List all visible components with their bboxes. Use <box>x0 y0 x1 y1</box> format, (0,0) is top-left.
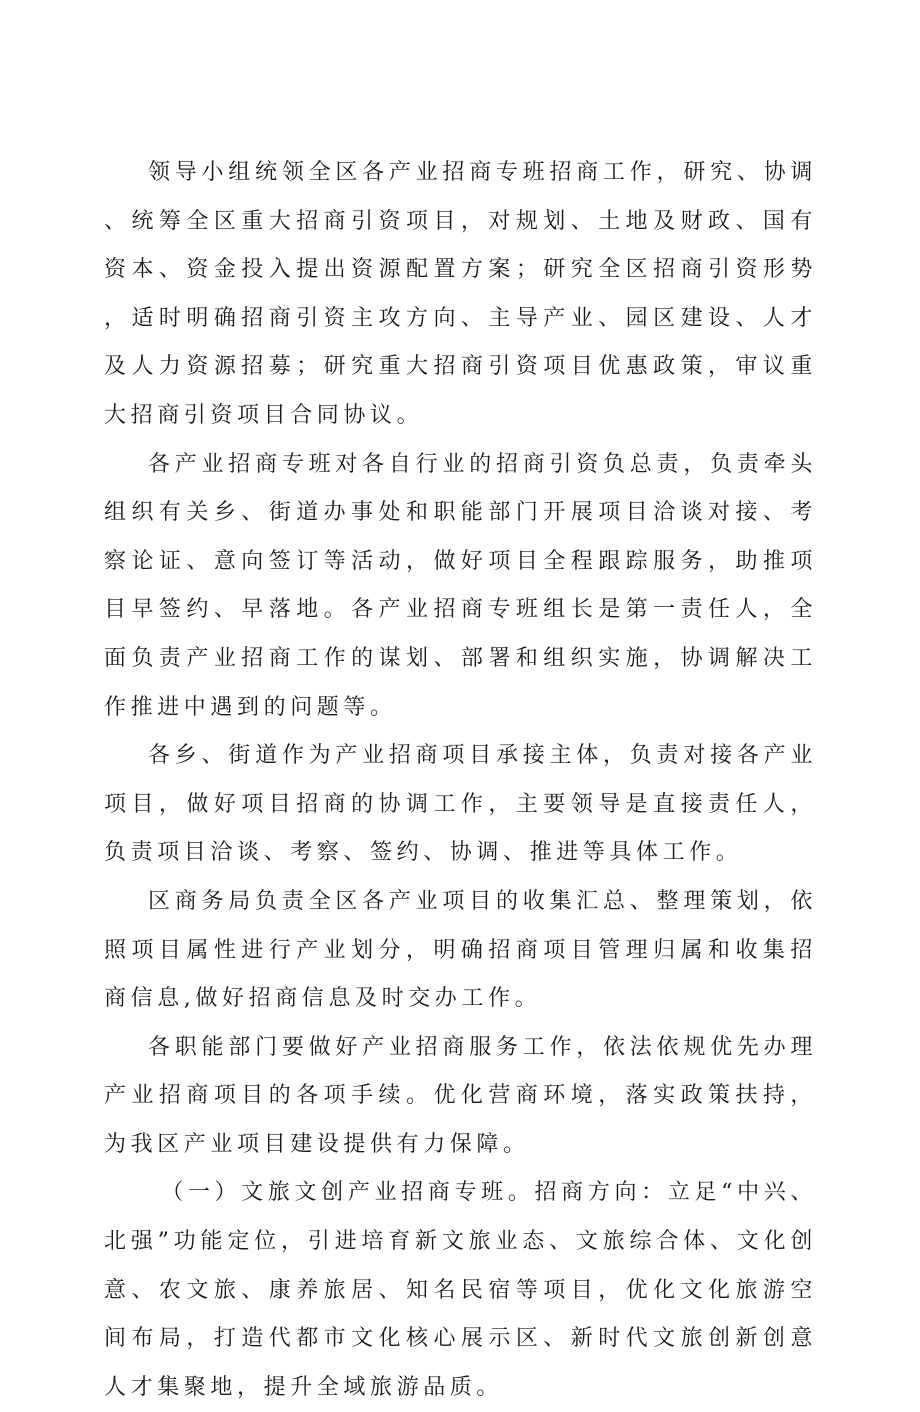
paragraph-culture-tourism-team: （一）文旅文创产业招商专班。招商方向：立足“中兴、北强”功能定位，引进培育新文旅业态、文旅综合体、文化创意、农文旅、康养旅居、知名民宿等项目，优化文化旅游空间布局，打造代都市文化核心展示区、新时代文旅创新创意人才集聚地，提升全域旅游品质。 <box>104 1180 817 1400</box>
document-body <box>104 149 817 1412</box>
paragraph-industry-teams: 各产业招商专班对各自行业的招商引资负总责，负责牵头组织有关乡、街道办事处和职能部门开展项目洽谈对接、考察论证、意向签订等活动，做好项目全程跟踪服务，助推项目早签约、早落地。各产业招商专班组长是第一责任人，全面负责产业招商工作的谋划、部署和组织实施，协调解决工作推进中遇到的问题等。 <box>104 451 817 720</box>
paragraph-leading-group: 领导小组统领全区各产业招商专班招商工作，研究、协调、统筹全区重大招商引资项目，对规划、土地及财政、国有资本、资金投入提出资源配置方案；研究全区招商引资形势，适时明确招商引资主攻方向、主导产业、园区建设、人才及人力资源招募；研究重大招商引资项目优惠政策，审议重大招商引资项目合同协议。 <box>104 160 817 428</box>
paragraph-townships: 各乡、街道作为产业招商项目承接主体，负责对接各产业项目，做好项目招商的协调工作，主要领导是直接责任人，负责项目洽谈、考察、签约、协调、推进等具体工作。 <box>104 743 817 866</box>
paragraph-commerce-bureau: 区商务局负责全区各产业项目的收集汇总、整理策划，依照项目属性进行产业划分，明确招商项目管理归属和收集招商信息,做好招商信息及时交办工作。 <box>104 888 817 1012</box>
paragraph-functional-departments: 各职能部门要做好产业招商服务工作，依法依规优先办理产业招商项目的各项手续。优化营商环境，落实政策扶持，为我区产业项目建设提供有力保障。 <box>104 1034 817 1157</box>
